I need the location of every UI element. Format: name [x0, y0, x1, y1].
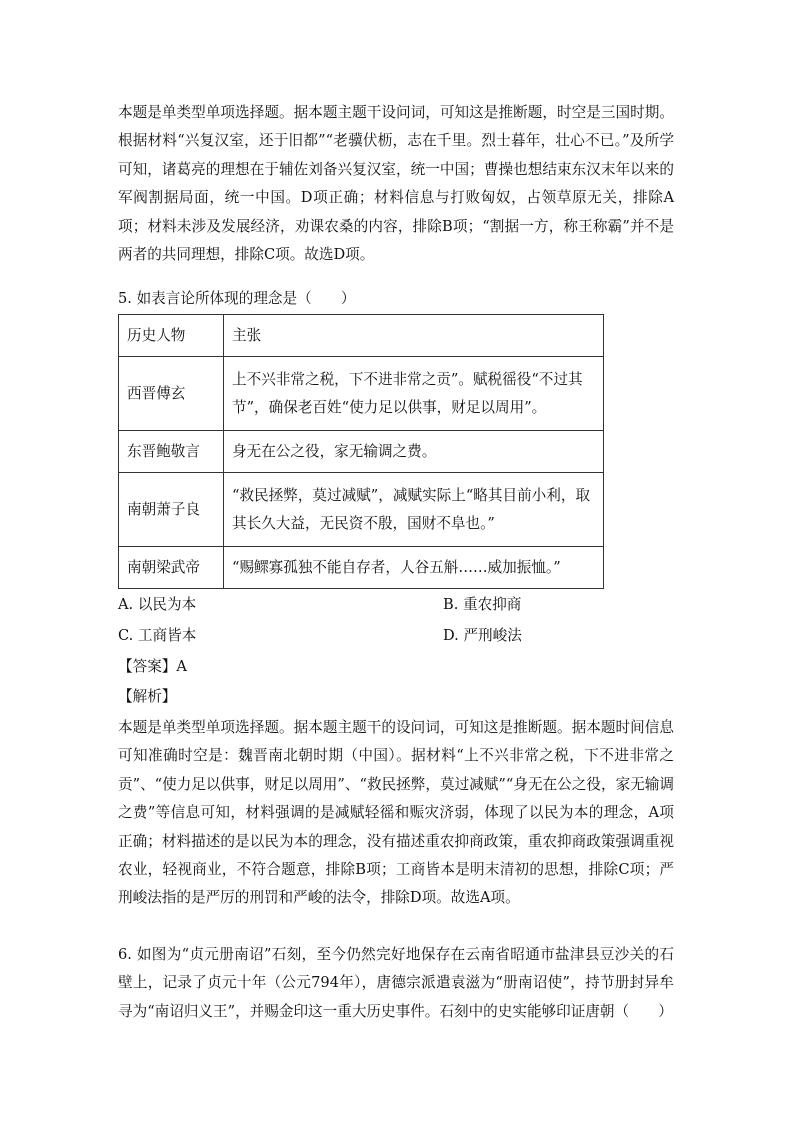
table-row	[119, 547, 604, 589]
table-cell-person: 南朝梁武帝	[119, 547, 224, 589]
table-cell-person: 南朝萧子良	[119, 473, 224, 547]
table-cell-claim: 上不兴非常之税，下不进非常之贡”。赋税徭役“不过其节”，确保老百姓“使力足以供事，财足以周用”。	[224, 357, 604, 431]
question-5-table	[118, 314, 604, 589]
table-header-cell: 历史人物	[119, 315, 224, 357]
table-row	[119, 357, 604, 431]
intro-paragraph: 本题是单类型单项选择题。据本题主题干设问词，可知这是推断题，时空是三国时期。根据材料“兴复汉室，还于旧都”“老骥伏枥，志在千里。烈士暮年，壮心不已。”及所学可知，诸葛亮的理想在于辅佐刘备兴复汉室，统一中国；曹操也想结束东汉末年以来的军阀割据局面，统一中国。D项正确；材料信息与打败匈奴，占领草原无关，排除A项；材料未涉及发展经济，劝课农桑的内容，排除B项；“割据一方，称王称霸”并不是两者的共同理想，排除C项。故选D项。	[118, 104, 674, 264]
question-6-stem: 6. 如图为“贞元册南诏”石刻，至今仍然完好地保存在云南省昭通市盐津县豆沙关的石壁上，记录了贞元十年（公元794年），唐德宗派遣袁滋为“册南诏使”，持节册封异牟寻为“南诏归义王”，并赐金印这一重大历史事件。石刻中的史实能够印证唐朝（ ）	[118, 946, 674, 1020]
table-cell-person: 东晋鲍敬言	[119, 431, 224, 473]
table-row	[119, 473, 604, 547]
table-header-row	[119, 315, 604, 357]
table-cell-claim: “赐鳏寡孤独不能自存者，人谷五斛……威加振恤。”	[224, 547, 604, 589]
table-header-cell: 主张	[224, 315, 604, 357]
table-cell-claim: “救民拯弊，莫过减赋”，减赋实际上“略其目前小利，取其长久大益，无民资不殷，国财不阜也。”	[224, 473, 604, 547]
answer-label: 【答案】A	[118, 658, 187, 675]
option-c: C. 工商皆本	[118, 627, 197, 644]
table-row	[119, 431, 604, 473]
question-5-analysis: 本题是单类型单项选择题。据本题主题干的设问词，可知这是推断题。据本题时间信息可知准确时空是：魏晋南北朝时期（中国）。据材料“上不兴非常之税，下不进非常之贡”、“使力足以供事，财足以周用”、“救民拯弊，莫过减赋”“身无在公之役，家无输调之费”等信息可知，材料强调的是减赋轻徭和赈灾济弱，体现了以民为本的理念，A项正确；材料描述的是以民为本的理念，没有描述重农抑商政策，重农抑商政策强调重视农业，轻视商业，不符合题意，排除B项；工商皆本是明末清初的思想，排除C项；严刑峻法指的是严厉的刑罚和严峻的法令，排除D项。故选A项。	[118, 719, 674, 907]
option-b: B. 重农抑商	[443, 596, 522, 613]
table-cell-person: 西晋傅玄	[119, 357, 224, 431]
option-a: A. 以民为本	[118, 596, 197, 613]
table-cell-claim: 身无在公之役，家无输调之费。	[224, 431, 604, 473]
option-d: D. 严刑峻法	[443, 627, 522, 644]
question-5-stem: 5. 如表言论所体现的理念是（ ）	[118, 290, 356, 307]
analysis-label: 【解析】	[118, 688, 177, 705]
